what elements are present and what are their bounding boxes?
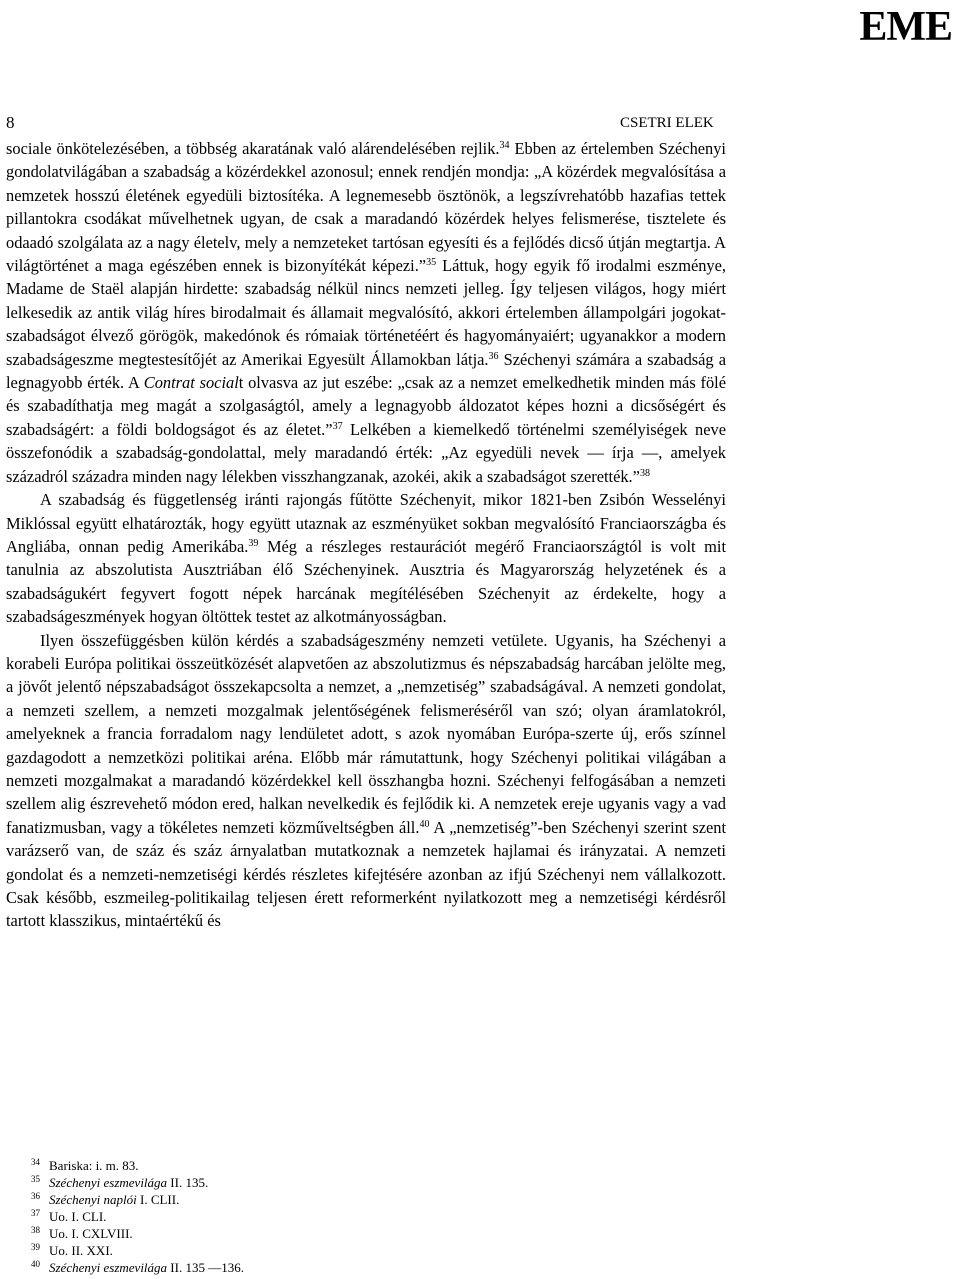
text-run: Uo. I. CLI. [49, 1209, 107, 1224]
italic-title: Széchenyi eszmevilága [49, 1175, 168, 1190]
italic-title: Széchenyi eszmevilága [49, 1260, 168, 1275]
paragraph [6, 137, 726, 488]
text-run: I. CLII. [136, 1192, 180, 1207]
footnote-reference: 35 [426, 257, 437, 269]
text-run: II. 135 —136. [167, 1260, 244, 1275]
footnotes [31, 1157, 244, 1276]
text-run: Még a részleges restaurációt megérő Franciaországtól is volt mit tanulnia az abszolutista Ausztriában élő Széchenyinek. Ausztria és Magyarország helyzetének és a szabadságukért fegyvert fogott népek harcának megítélésében Széchenyit az érdekelte, hogy a szabadságeszmények hogyan öltöttek testet az alkotmányosságban. [6, 536, 727, 627]
footnote-reference: 34 [499, 140, 510, 151]
text-run: Uo. II. XXI. [49, 1243, 113, 1258]
footnote-reference: 38 [639, 467, 650, 479]
footnote: $^{34}$ Bariska: i. m. 83. [31, 1157, 139, 1173]
italic-title: Széchenyi naplói [49, 1192, 137, 1207]
footnote-reference: 39 [248, 537, 259, 549]
footnote: $^{35}$ Széchenyi eszmevilága II. 135. [31, 1174, 209, 1190]
text-run: A „nemzetiség”-ben Széchenyi szerint szent varázserő van, de száz és száz árnyalatban mutatkoznak a nemzetek hajlamai és irányzatai. A nemzeti gondolat és a nemzeti-nemzetiségi kérdés részletes kifejtésére azonban az ifjú Széchenyi nem vállalkozott. Csak később, eszmeileg-politikailag teljesen érett reformerként nyilatkozott meg a nemzetiségi kérdésről tartott klasszikus, mintaértékű és [6, 817, 727, 931]
publisher-logo: EME [859, 4, 952, 50]
footnote-reference: 40 [419, 818, 430, 830]
text-run: sociale önkötelezésében, a többség akaratának való alárendelésében rejlik. [6, 139, 500, 158]
text-run: II. 135. [167, 1175, 209, 1190]
text-run: Uo. I. CXLVIII. [49, 1226, 133, 1241]
text-run: Láttuk, hogy egyik fő irodalmi eszménye, Madame de Staël alapján hirdette: szabadság nélkül nincs nemzeti jelleg. Így teljesen világos, hogy miért lelkesedik az antik világ híres birodalmait és államait megvalósító, akkori értelemben állampolgári jogokat-szabadságot élvező görögök, makedónok és rómaiak történetéért és hagyományaiért; ugyanakkor a modern szabadságeszme megtestesítőjét az Amerikai Egyesült Államokban látja. [6, 256, 726, 369]
text-run: Bariska: i. m. 83. [49, 1158, 139, 1173]
footnote: $^{36}$ Széchenyi naplói I. CLII. [31, 1191, 180, 1207]
text-run: Lelkében a kiemelkedő történelmi személyiségek neve összefonódik a szabadság-gondolattal, mely maradandó érték: „Az egyedüli nevek — írja —, amelyek századról századra minden nagy lélekben visszhangzanak, azokéi, akik a szabadságot szerették.” [6, 419, 726, 486]
footnote-reference: 37 [332, 420, 343, 432]
text-run: Ilyen összefüggésben külön kérdés a szabadságeszmény nemzeti vetülete. Ugyanis, ha Széchenyi a korabeli Európa politikai összeütközését alapvetően az abszolutizmus és népszabadság harcában jelölte meg, a jövőt jelentő népszabadságot összekapcsolta a nemzet, a „nemzetiség” szabadságával. A nemzeti gondolat, a nemzeti szellem, a nemzeti mozgalmak jelentőségének felismeréséről van szó; olyan áramlatokról, amelyeknek a francia forradalom nagy lendületet adott, s azok nyomában Európa-szerte új, erős színnel gazdagodott a nemzetközi politikai aréna. Előbb már rámutattunk, hogy Széchenyi politikai világában a nemzeti mozgalmakat a maradandó közérdekkel kell összhangba hozni. Széchenyi felfogásában a nemzeti szellem alig észrevehető módon ered, halkan nevelkedik és fejlődik ki. A nemzetek ereje ugyanis vagy a vad fanatizmusban, vagy a tökéletes nemzeti közműveltségben áll. [6, 630, 726, 837]
text-run: t olvasva az jut eszébe: „csak az a nemzet emelkedhetik minden más fölé és szabadíthatja meg magát a szolgaságtól, amely a legnagyobb áldozatot képes hozni a dicsőségért és szabadságért: a földi boldogságot és az életet.” [6, 373, 726, 439]
page-number: 8 [6, 113, 15, 132]
paragraph [6, 629, 726, 933]
text-run: Ebben az értelemben Széchenyi gondolatvilágában a szabadság a közérdekkel azonosul; ennek rendjén mondja: „A közérdek megvalósítása a nemzetek hosszú életének egyedüli biztosítéka. A legnemesebb ösztönök, a legszívrehatóbb hazafias tettek pillantokra csodákat művelhetnek ugyan, de csak a maradandó közérdek helyes felismerése, tisztelete és odaadó szolgálata az a nagy életelv, mely a nemzeteket tartósan egyesíti és a fejlődés dicső útján megtartja. A világtörténet a maga egészében ennek is bizonyítékát képezi.” [6, 139, 726, 276]
footnote: $^{37}$ Uo. I. CLI. [31, 1208, 107, 1224]
italic-title: Contrat social [143, 373, 239, 393]
footnote-reference: 36 [488, 350, 499, 362]
text-run: Széchenyi számára a szabadság a legnagyobb érték. A [6, 349, 726, 393]
body-text [6, 137, 726, 933]
running-head: CSETRI ELEK [620, 115, 714, 131]
text-run: A szabadság és függetlenség iránti rajongás fűtötte Széchenyit, mikor 1821-ben Zsibón Wesselényi Miklóssal együtt elhatározták, hogy együtt utaznak az eszményüket sokban megvalósító Franciaországba és Angliába, onnan pedig Amerikába. [6, 490, 726, 556]
paragraph [6, 488, 726, 628]
footnote: $^{39}$ Uo. II. XXI. [31, 1242, 113, 1258]
footnote: $^{38}$ Uo. I. CXLVIII. [31, 1225, 133, 1241]
footnote: $^{40}$ Széchenyi eszmevilága II. 135 —136. [31, 1259, 244, 1275]
